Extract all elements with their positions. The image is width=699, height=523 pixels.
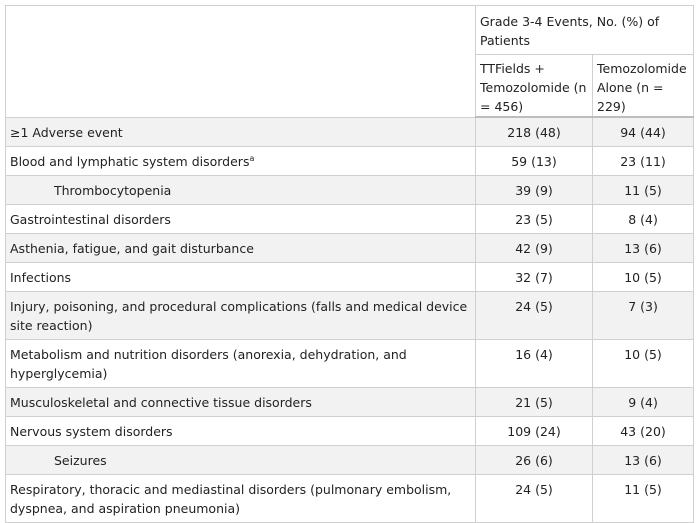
temozolomide-value: 10 (5)	[593, 340, 694, 388]
table-row	[6, 388, 694, 417]
row-label: Injury, poisoning, and procedural complications (falls and medical device site reaction)	[6, 292, 476, 340]
ttfields-value: 24 (5)	[476, 475, 593, 523]
table-row	[6, 446, 694, 475]
ttfields-column-header: TTFields + Temozolomide (n = 456)	[476, 55, 593, 118]
table-row	[6, 263, 694, 292]
temozolomide-value: 7 (3)	[593, 292, 694, 340]
ttfields-value: 32 (7)	[476, 263, 593, 292]
table-row	[6, 417, 694, 446]
ttfields-value: 109 (24)	[476, 417, 593, 446]
table-row	[6, 340, 694, 388]
temozolomide-value: 10 (5)	[593, 263, 694, 292]
table-row	[6, 234, 694, 263]
temozolomide-value: 11 (5)	[593, 176, 694, 205]
row-label: Seizures	[6, 446, 476, 475]
row-label: Nervous system disorders	[6, 417, 476, 446]
empty-header-cell	[6, 6, 476, 118]
adverse-events-table	[5, 5, 694, 523]
ttfields-value: 26 (6)	[476, 446, 593, 475]
table-row	[6, 176, 694, 205]
table-row	[6, 205, 694, 234]
temozolomide-value: 94 (44)	[593, 117, 694, 147]
footnote-marker: a	[249, 154, 255, 163]
row-label: Metabolism and nutrition disorders (anorexia, dehydration, and hyperglycemia)	[6, 340, 476, 388]
ttfields-value: 59 (13)	[476, 147, 593, 176]
table-row	[6, 475, 694, 523]
temozolomide-value: 13 (6)	[593, 234, 694, 263]
temozolomide-value: 11 (5)	[593, 475, 694, 523]
row-label: Asthenia, fatigue, and gait disturbance	[6, 234, 476, 263]
table-row	[6, 147, 694, 176]
temozolomide-column-header: Temozolomide Alone (n = 229)	[593, 55, 694, 118]
temozolomide-value: 23 (11)	[593, 147, 694, 176]
ttfields-value: 24 (5)	[476, 292, 593, 340]
ttfields-value: 16 (4)	[476, 340, 593, 388]
temozolomide-value: 9 (4)	[593, 388, 694, 417]
ttfields-value: 23 (5)	[476, 205, 593, 234]
ttfields-value: 39 (9)	[476, 176, 593, 205]
temozolomide-value: 8 (4)	[593, 205, 694, 234]
row-label: Blood and lymphatic system disorders$^a$	[6, 147, 476, 176]
table-row	[6, 117, 694, 147]
temozolomide-value: 13 (6)	[593, 446, 694, 475]
row-label: Gastrointestinal disorders	[6, 205, 476, 234]
row-label: Infections	[6, 263, 476, 292]
ttfields-value: 42 (9)	[476, 234, 593, 263]
row-label: Respiratory, thoracic and mediastinal disorders (pulmonary embolism, dyspnea, and aspiration pneumonia)	[6, 475, 476, 523]
temozolomide-value: 43 (20)	[593, 417, 694, 446]
row-label: ≥1 Adverse event	[6, 117, 476, 147]
group-header: Grade 3-4 Events, No. (%) of Patients	[476, 6, 694, 55]
table-row	[6, 292, 694, 340]
ttfields-value: 21 (5)	[476, 388, 593, 417]
row-label: Musculoskeletal and connective tissue disorders	[6, 388, 476, 417]
row-label: Thrombocytopenia	[6, 176, 476, 205]
ttfields-value: 218 (48)	[476, 117, 593, 147]
